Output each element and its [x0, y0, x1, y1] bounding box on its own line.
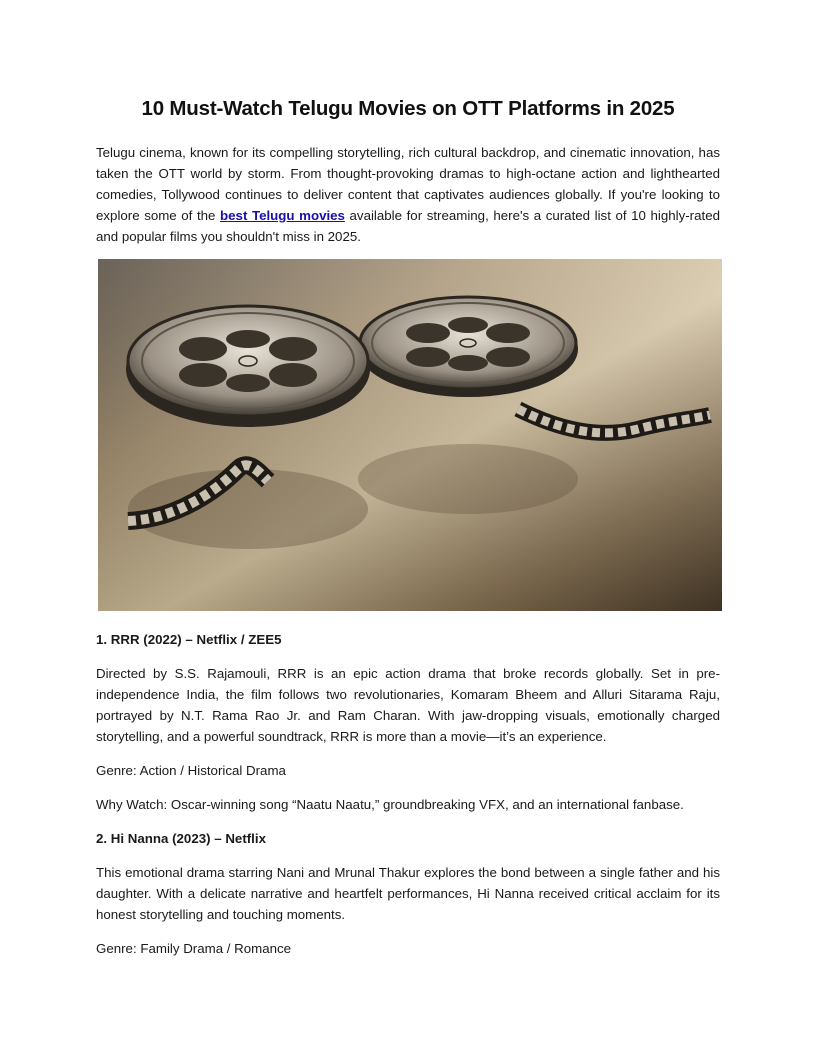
film-reels-image — [98, 259, 722, 611]
intro-paragraph — [96, 142, 720, 247]
document-page — [96, 96, 720, 959]
best-telugu-movies-link[interactable]: best Telugu movies — [220, 208, 345, 223]
intro-text-before: Telugu cinema, known for its compelling storytelling, rich cultural backdrop, and cinematic innovation, has taken the OTT world by storm. From thought-provoking dramas to high-octane action and lighthearted comedies, Tollywood continues to deliver content that captivates audiences globally. If you're looking to explore some of the — [96, 145, 720, 223]
movie-2-heading: 2. Hi Nanna (2023) – Netflix — [96, 831, 266, 846]
movie-2-description: This emotional drama starring Nani and Mrunal Thakur explores the bond between a single father and his daughter. With a delicate narrative and heartfelt performances, Hi Nanna received critical acclaim for its honest storytelling and touching moments. — [96, 865, 720, 922]
movie-1-heading: 1. RRR (2022) – Netflix / ZEE5 — [96, 632, 282, 647]
movie-2-genre: Genre: Family Drama / Romance — [96, 941, 292, 956]
movie-1-genre: Genre: Action / Historical Drama — [96, 763, 286, 778]
intro-text-after: available for streaming, here's a curated list of 10 highly-rated and popular films you shouldn't miss in 2025. — [96, 208, 720, 244]
movie-1-why-watch: Why Watch: Oscar-winning song “Naatu Naatu,” groundbreaking VFX, and an international fanbase. — [96, 797, 684, 812]
page-title: 10 Must-Watch Telugu Movies on OTT Platforms in 2025 — [141, 97, 675, 120]
movie-1-description: Directed by S.S. Rajamouli, RRR is an epic action drama that broke records globally. Set in pre-independence India, the film follows two revolutionaries, Komaram Bheem and Alluri Sitarama Raju, portrayed by N.T. Rama Rao Jr. and Ram Charan. With jaw-dropping visuals, emotionally charged storytelling, and a powerful soundtrack, RRR is more than a movie—it’s an experience. — [96, 666, 720, 744]
left-reel-icon — [126, 306, 370, 427]
right-reel-icon — [358, 297, 578, 397]
